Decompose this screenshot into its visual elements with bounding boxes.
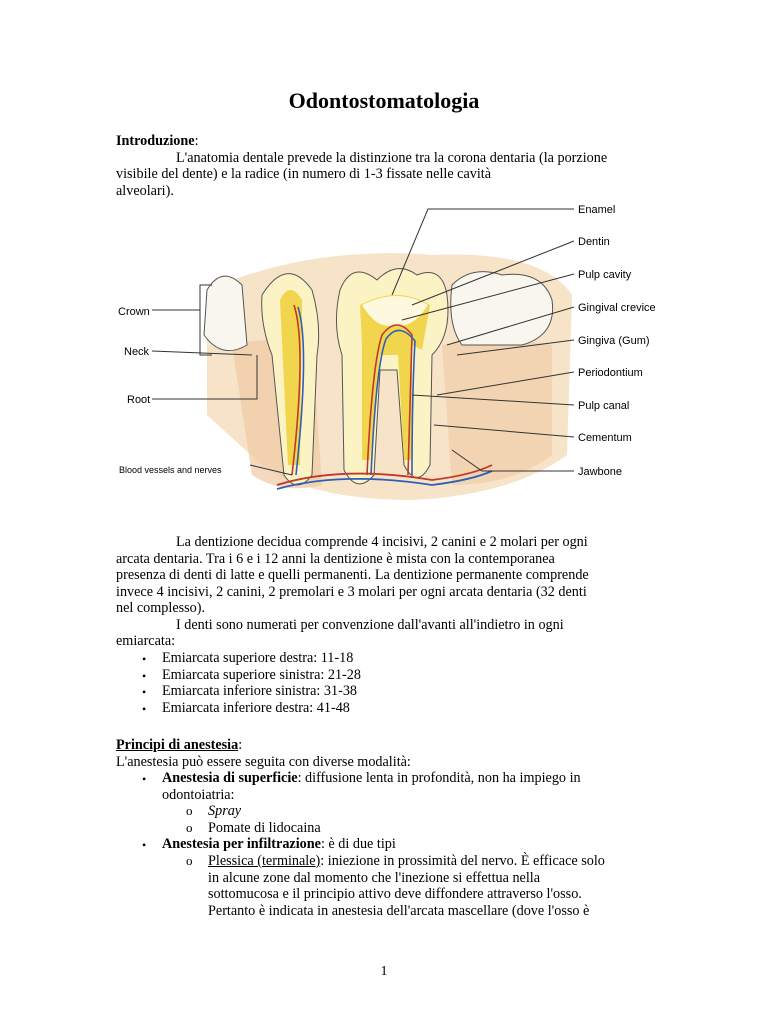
label-dentin: Dentin: [578, 236, 610, 248]
plessica-desc: : iniezione in prossimità del nervo. È efficace solo: [320, 853, 605, 869]
bullet-icon: •: [142, 669, 147, 683]
plessica-line-4: Pertanto è indicata in anestesia dell'arcata mascellare (dove l'osso è: [208, 903, 590, 919]
label-pulp-cavity: Pulp cavity: [578, 269, 632, 281]
dentition-line-6: I denti sono numerati per convenzione dall'avanti all'indietro in ogni: [176, 617, 564, 633]
intro-line-2: visibile del dente) e la radice (in numero di 1-3 fissate nelle cavità: [116, 166, 492, 182]
bullet-icon: •: [142, 772, 147, 786]
plessica-term: Plessica (terminale): [208, 853, 321, 869]
bullet-icon: •: [142, 652, 147, 666]
intro-line-1: L'anatomia dentale prevede la distinzione tra la corona dentaria (la porzione: [176, 150, 608, 166]
anesthesia-intro: L'anestesia può essere seguita con diverse modalità:: [116, 754, 411, 770]
label-gingival-crevice: Gingival crevice: [578, 302, 656, 314]
dentition-line-7: emiarcata:: [116, 633, 176, 649]
label-pulp-canal: Pulp canal: [578, 400, 630, 412]
label-gingiva: Gingiva (Gum): [578, 335, 650, 347]
intro-heading-line: [116, 133, 199, 149]
superficie-cont: odontoiatria:: [162, 787, 235, 803]
label-enamel: Enamel: [578, 204, 616, 216]
infiltrazione-term: Anestesia per infiltrazione: [162, 836, 321, 852]
sub-bullet-icon: o: [186, 803, 193, 818]
plessica-line-3: sottomucosa e il principio attivo deve diffondere attraverso l'osso.: [208, 886, 582, 902]
tooth-anatomy-figure: [112, 195, 672, 510]
sub-item-pomate: Pomate di lidocaina: [208, 820, 321, 836]
label-periodontium: Periodontium: [578, 367, 643, 379]
plessica-line: [208, 853, 605, 869]
infiltrazione-line: [162, 836, 396, 852]
superficie-line: [162, 770, 581, 786]
bullet-icon: •: [142, 702, 147, 716]
sub-bullet-icon: o: [186, 853, 193, 868]
bone-shade-right: [442, 340, 552, 485]
anesthesia-heading: Principi di anestesia: [116, 737, 239, 753]
anesthesia-colon: :: [238, 737, 243, 753]
leader-crown: [152, 285, 212, 310]
dentition-line-3: presenza di denti di latte e quelli permanenti. La dentizione permanente comprende: [116, 567, 589, 583]
intro-line-3: alveolari).: [116, 183, 174, 199]
page-number: 1: [380, 964, 388, 979]
list-item: Emiarcata inferiore destra: 41-48: [162, 700, 350, 716]
right-tooth: [451, 272, 553, 345]
bullet-icon: •: [142, 685, 147, 699]
list-item: Emiarcata superiore sinistra: 21-28: [162, 667, 361, 683]
sub-item-spray: Spray: [208, 803, 242, 819]
page-title: Odontostomatologia: [288, 88, 480, 113]
intro-colon: :: [194, 133, 199, 149]
left-tooth: [204, 276, 247, 351]
dentition-line-4: invece 4 incisivi, 2 canini, 2 premolari e 3 molari per ogni arcata dentaria (32 denti: [116, 584, 587, 600]
label-jawbone: Jawbone: [578, 466, 623, 478]
list-item: Emiarcata inferiore sinistra: 31-38: [162, 683, 358, 699]
label-root: Root: [127, 394, 151, 406]
dentition-line-5: nel complesso).: [116, 600, 206, 616]
label-blood-vessels: Blood vessels and nerves: [119, 465, 222, 475]
superficie-term: Anestesia di superficie: [162, 770, 298, 786]
dentition-line-1: La dentizione decidua comprende 4 incisivi, 2 canini e 2 molari per ogni: [176, 534, 588, 550]
intro-heading: Introduzione: [116, 133, 195, 149]
dentition-line-2: arcata dentaria. Tra i 6 e i 12 anni la dentizione è mista con la contemporanea: [116, 551, 555, 567]
superficie-desc: : diffusione lenta in profondità, non ha impiego in: [297, 770, 581, 786]
anesthesia-heading-line: [116, 737, 242, 753]
label-neck: Neck: [124, 346, 150, 358]
infiltrazione-desc: : è di due tipi: [320, 836, 396, 852]
label-cementum: Cementum: [578, 432, 632, 444]
list-item: Emiarcata superiore destra: 11-18: [162, 650, 354, 666]
sub-bullet-icon: o: [186, 820, 193, 835]
label-crown: Crown: [118, 306, 150, 318]
plessica-line-2: in alcune zone dal momento che l'inezione si effettua nella: [208, 870, 541, 886]
bullet-icon: •: [142, 838, 147, 852]
